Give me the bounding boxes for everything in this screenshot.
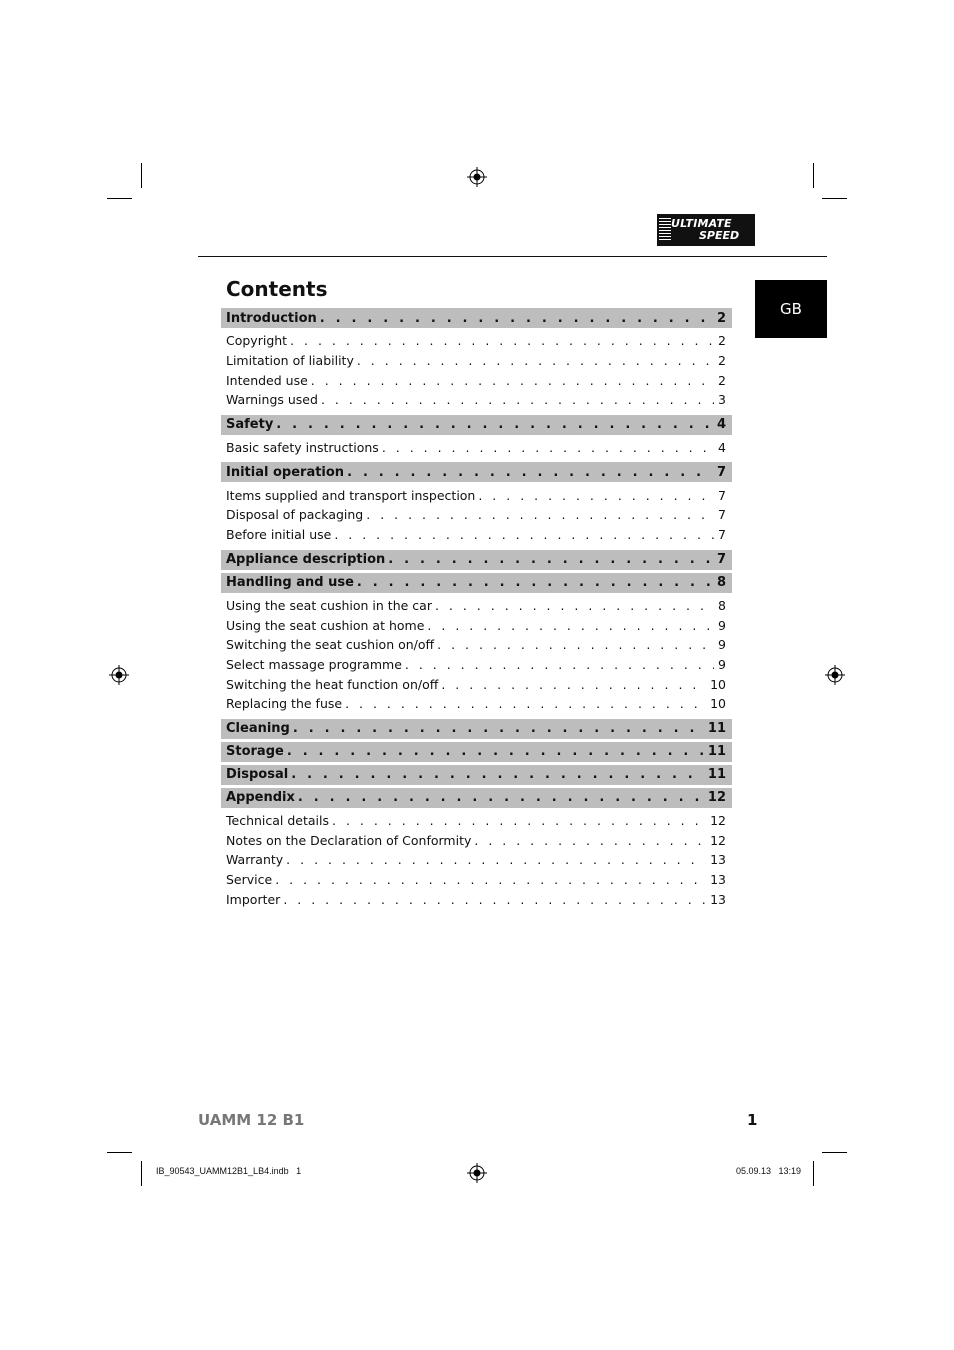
toc-leader-dots: [298, 790, 704, 805]
toc-page-number: 3: [718, 392, 726, 408]
toc-page-number: 10: [710, 696, 726, 712]
table-of-contents: [221, 308, 732, 909]
toc-page-number: 7: [716, 552, 726, 567]
toc-page-number: 11: [707, 767, 726, 783]
toc-page-number: 12: [710, 812, 726, 828]
toc-label: Select massage programme: [226, 656, 402, 672]
toc-entry: [221, 390, 732, 410]
toc-leader-dots: [474, 833, 706, 848]
toc-leader-dots: [334, 527, 714, 542]
crop-mark: [141, 1161, 142, 1186]
toc-section: [221, 415, 732, 435]
toc-page-number: 7: [718, 507, 726, 523]
toc-entry: [221, 674, 732, 694]
toc-label: Appliance description: [226, 552, 386, 567]
toc-page-number: 8: [716, 575, 726, 590]
registration-mark-icon: [467, 167, 487, 187]
toc-label: Initial operation: [226, 464, 345, 480]
crop-mark: [107, 198, 132, 199]
toc-label: Importer: [226, 891, 281, 907]
toc-page-number: 2: [718, 372, 726, 388]
page-title: Contents: [226, 277, 328, 301]
brand-logo-line1: ULTIMATE: [671, 217, 732, 230]
toc-entry: [221, 370, 732, 390]
toc-leader-dots: [347, 465, 713, 480]
toc-leader-dots: [382, 440, 714, 455]
toc-entry: [221, 694, 732, 714]
toc-leader-dots: [293, 721, 704, 736]
toc-leader-dots: [437, 637, 714, 652]
toc-entry: [221, 615, 732, 635]
toc-leader-dots: [427, 618, 714, 633]
toc-page-number: 13: [710, 852, 726, 868]
toc-leader-dots: [357, 575, 713, 590]
crop-mark: [107, 1152, 132, 1153]
toc-section: [221, 550, 732, 570]
page-number: 1: [747, 1111, 758, 1129]
toc-label: Intended use: [226, 372, 308, 388]
toc-section: [221, 308, 732, 328]
toc-leader-dots: [291, 767, 704, 782]
toc-leader-dots: [332, 813, 706, 828]
registration-mark-icon: [467, 1163, 487, 1183]
toc-label: Before initial use: [226, 527, 332, 543]
toc-label: Warranty: [226, 852, 284, 868]
toc-page-number: 11: [707, 744, 726, 760]
toc-page-number: 10: [710, 676, 726, 692]
toc-entry: [221, 870, 732, 890]
toc-section: [221, 788, 732, 808]
toc-label: Service: [226, 872, 273, 888]
toc-leader-dots: [405, 657, 714, 672]
logo-stripes-icon: [659, 218, 671, 242]
toc-page-number: 8: [718, 597, 726, 613]
crop-mark: [141, 163, 142, 188]
toc-leader-dots: [435, 598, 714, 613]
toc-label: Using the seat cushion at home: [226, 617, 425, 633]
toc-leader-dots: [283, 892, 706, 907]
toc-entry: [221, 596, 732, 616]
toc-page-number: 4: [718, 440, 726, 456]
toc-entry: [221, 351, 732, 371]
toc-entry: [221, 635, 732, 655]
toc-section: [221, 573, 732, 593]
toc-page-number: 2: [718, 333, 726, 349]
toc-page-number: 11: [707, 721, 726, 737]
toc-page-number: 7: [718, 527, 726, 543]
toc-leader-dots: [276, 417, 713, 432]
print-slug-file: IB_90543_UAMM12B1_LB4.indb 1: [156, 1166, 302, 1176]
toc-page-number: 12: [707, 790, 726, 806]
toc-page-number: 2: [716, 310, 726, 326]
toc-entry: [221, 889, 732, 909]
toc-label: Introduction: [226, 310, 317, 326]
toc-leader-dots: [441, 677, 706, 692]
toc-entry: [221, 438, 732, 458]
toc-page-number: 7: [716, 464, 726, 480]
toc-label: Disposal of packaging: [226, 507, 364, 523]
toc-section: [221, 719, 732, 739]
toc-entry: [221, 655, 732, 675]
toc-entry: [221, 830, 732, 850]
toc-section: [221, 765, 732, 785]
toc-leader-dots: [290, 333, 714, 348]
toc-label: Notes on the Declaration of Conformity: [226, 832, 472, 848]
toc-label: Warnings used: [226, 392, 318, 408]
toc-leader-dots: [321, 392, 714, 407]
toc-entry: [221, 505, 732, 525]
toc-entry: [221, 811, 732, 831]
toc-leader-dots: [275, 872, 706, 887]
header-rule: [198, 256, 827, 257]
toc-label: Cleaning: [226, 721, 290, 737]
toc-leader-dots: [287, 744, 704, 759]
crop-mark: [813, 1161, 814, 1186]
crop-mark: [822, 198, 847, 199]
toc-page-number: 12: [710, 832, 726, 848]
toc-page-number: 9: [718, 637, 726, 653]
toc-label: Storage: [226, 744, 284, 760]
print-slug-datetime: 05.09.13 13:19: [736, 1166, 802, 1176]
toc-leader-dots: [311, 373, 714, 388]
toc-leader-dots: [286, 852, 706, 867]
toc-leader-dots: [320, 311, 713, 326]
toc-leader-dots: [345, 696, 706, 711]
toc-page-number: 4: [716, 417, 726, 433]
toc-entry: [221, 485, 732, 505]
toc-label: Switching the seat cushion on/off: [226, 637, 435, 653]
toc-entry: [221, 331, 732, 351]
toc-label: Limitation of liability: [226, 353, 354, 369]
toc-page-number: 2: [718, 353, 726, 369]
toc-page-number: 13: [710, 891, 726, 907]
toc-label: Appendix: [226, 790, 295, 806]
toc-leader-dots: [357, 353, 714, 368]
brand-logo: [657, 214, 755, 246]
toc-leader-dots: [366, 507, 714, 522]
toc-label: Technical details: [226, 812, 330, 828]
brand-logo-line2: SPEED: [699, 229, 740, 242]
registration-mark-icon: [109, 665, 129, 685]
toc-entry: [221, 525, 732, 545]
toc-page-number: 7: [718, 487, 726, 503]
toc-label: Handling and use: [226, 575, 354, 590]
crop-mark: [822, 1152, 847, 1153]
toc-label: Copyright: [226, 333, 288, 349]
toc-entry: [221, 850, 732, 870]
toc-label: Items supplied and transport inspection: [226, 487, 476, 503]
toc-label: Safety: [226, 417, 274, 433]
model-number: UAMM 12 B1: [198, 1111, 305, 1129]
toc-page-number: 13: [710, 872, 726, 888]
toc-label: Replacing the fuse: [226, 696, 343, 712]
crop-mark: [813, 163, 814, 188]
registration-mark-icon: [825, 665, 845, 685]
toc-leader-dots: [388, 552, 713, 567]
toc-page-number: 9: [718, 656, 726, 672]
language-tab: GB: [755, 280, 827, 338]
toc-label: Disposal: [226, 767, 289, 783]
toc-label: Using the seat cushion in the car: [226, 597, 432, 613]
toc-label: Switching the heat function on/off: [226, 676, 439, 692]
toc-page-number: 9: [718, 617, 726, 633]
toc-section: [221, 462, 732, 482]
toc-section: [221, 742, 732, 762]
toc-label: Basic safety instructions: [226, 440, 379, 456]
toc-leader-dots: [478, 488, 714, 503]
